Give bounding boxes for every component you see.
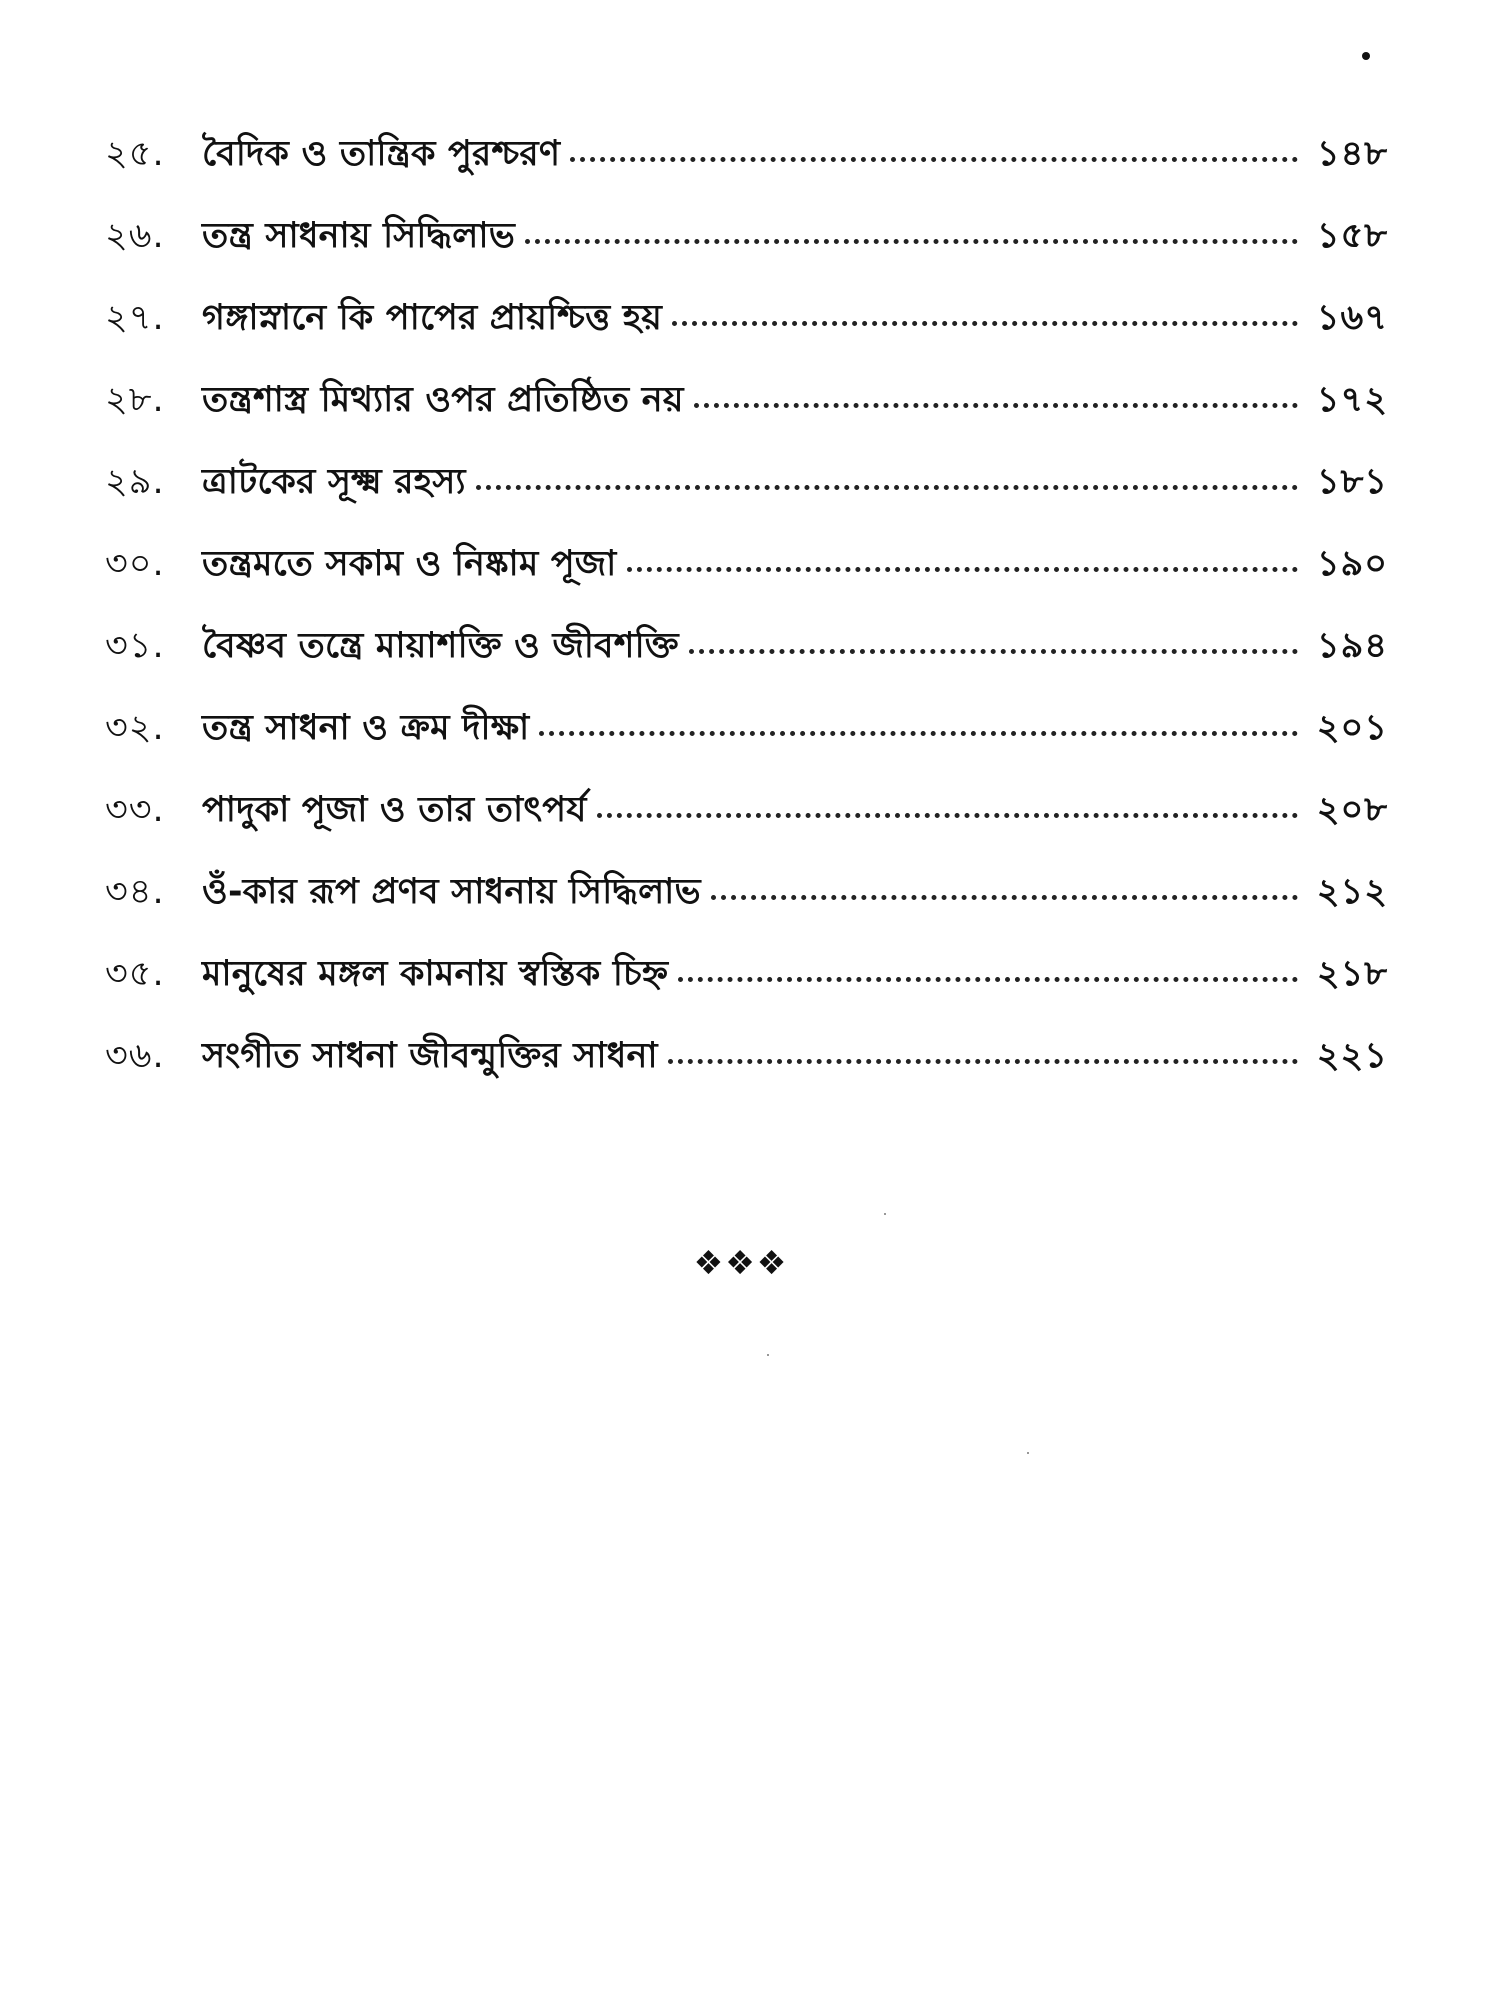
toc-entry-page: ১৫৮ (1316, 215, 1388, 256)
scan-speck (884, 1213, 886, 1215)
toc-entry-number: ৩৬. (105, 1035, 165, 1076)
toc-entry-page: ১৯৪ (1316, 625, 1388, 666)
toc-entry-number: ৩২. (105, 707, 165, 748)
toc-entry-number: ২৭. (105, 297, 165, 338)
toc-entry-title: তন্ত্রমতে সকাম ও নিষ্কাম পূজা (202, 543, 617, 584)
toc-entry-27 (105, 256, 1388, 338)
dot-leader (539, 731, 1298, 736)
toc-entry-page: ১৬৭ (1316, 297, 1388, 338)
toc-entry-page: ২০১ (1316, 707, 1388, 748)
dot-leader (597, 813, 1298, 818)
toc-entry-page: ১৯০ (1316, 543, 1388, 584)
toc-entry-page: ২১২ (1316, 871, 1388, 912)
toc-entry-page: ১৪৮ (1316, 133, 1388, 174)
scan-speck (767, 1354, 769, 1356)
dot-leader (689, 649, 1298, 654)
toc-entry-title: ওঁ-কার রূপ প্রণব সাধনায় সিদ্ধিলাভ (202, 871, 701, 912)
dot-leader (711, 895, 1298, 900)
dot-leader (672, 321, 1298, 326)
toc-entry-29 (105, 420, 1388, 502)
dot-leader (627, 567, 1298, 572)
dot-leader (678, 977, 1298, 982)
toc-entry-title: বৈদিক ও তান্ত্রিক পুরশ্চরণ (202, 133, 561, 174)
scan-speck (1027, 1452, 1029, 1454)
toc-entry-title: বৈষ্ণব তন্ত্রে মায়াশক্তি ও জীবশক্তি (202, 625, 679, 666)
toc-entry-number: ২৯. (105, 461, 165, 502)
toc-entry-page: ১৮১ (1316, 461, 1388, 502)
toc-entry-page: ১৭২ (1316, 379, 1388, 420)
top-page-mark (1362, 52, 1370, 60)
toc-entry-title: পাদুকা পূজা ও তার তাৎপর্য (202, 789, 587, 830)
toc-entry-title: তন্ত্র সাধনা ও ক্রম দীক্ষা (202, 707, 530, 748)
toc-entry-title: তন্ত্র সাধনায় সিদ্ধিলাভ (202, 215, 516, 256)
decorative-ornament: ❖❖❖ (693, 1243, 789, 1282)
toc-entry-number: ২৫. (105, 133, 165, 174)
toc-entry-30 (105, 502, 1388, 584)
toc-entry-page: ২০৮ (1316, 789, 1388, 830)
toc-entry-number: ৩৩. (105, 789, 165, 830)
toc-entry-title: তন্ত্রশাস্ত্র মিথ্যার ওপর প্রতিষ্ঠিত নয় (202, 379, 684, 420)
toc-entry-title: মানুষের মঙ্গল কামনায় স্বস্তিক চিহ্ন (202, 953, 669, 994)
dot-leader (476, 485, 1298, 490)
toc-entry-31 (105, 584, 1388, 666)
toc-entry-32 (105, 666, 1388, 748)
toc-entry-35 (105, 912, 1388, 994)
toc-entry-title: সংগীত সাধনা জীবন্মুক্তির সাধনা (202, 1035, 658, 1076)
toc-entry-number: ২৮. (105, 379, 165, 420)
toc-entry-number: ৩০. (105, 543, 165, 584)
table-of-contents (105, 92, 1388, 1076)
toc-entry-number: ৩১. (105, 625, 165, 666)
dot-leader (570, 157, 1298, 162)
toc-entry-page: ২২১ (1316, 1035, 1388, 1076)
toc-entry-title: ত্রাটকের সূক্ষ্ম রহস্য (202, 461, 466, 502)
toc-entry-25 (105, 92, 1388, 174)
toc-entry-number: ৩৪. (105, 871, 165, 912)
toc-entry-33 (105, 748, 1388, 830)
dot-leader (668, 1059, 1298, 1064)
toc-entry-28 (105, 338, 1388, 420)
toc-entry-26 (105, 174, 1388, 256)
toc-entry-page: ২১৮ (1316, 953, 1388, 994)
toc-entry-34 (105, 830, 1388, 912)
toc-entry-number: ৩৫. (105, 953, 165, 994)
toc-entry-title: গঙ্গাস্নানে কি পাপের প্রায়শ্চিত্ত হয় (202, 297, 663, 338)
toc-entry-number: ২৬. (105, 215, 165, 256)
toc-entry-36 (105, 994, 1388, 1076)
dot-leader (694, 403, 1298, 408)
dot-leader (525, 239, 1298, 244)
